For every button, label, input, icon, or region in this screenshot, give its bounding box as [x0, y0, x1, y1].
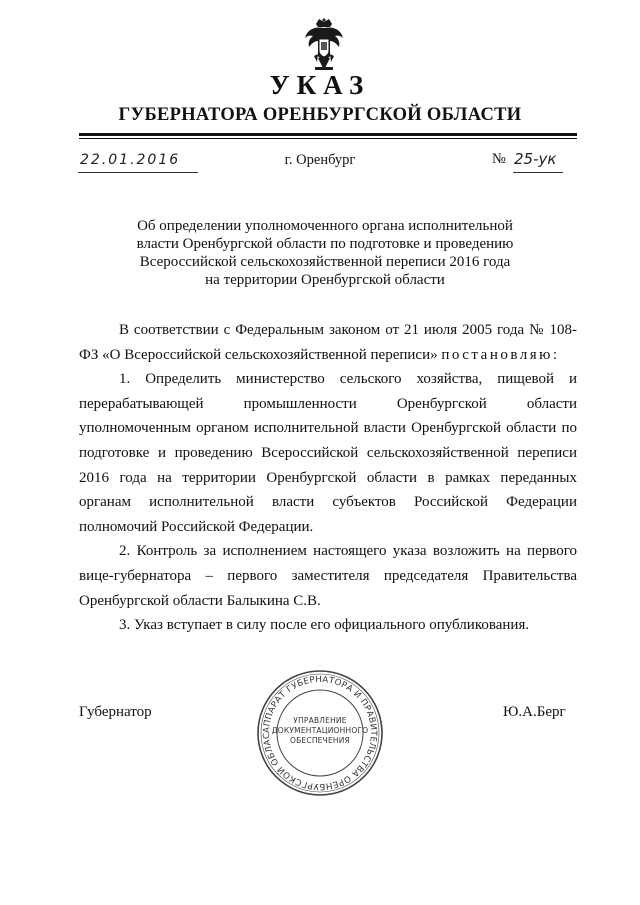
stamp-line: ОБЕСПЕЧЕНИЯ: [290, 736, 350, 745]
number-label: №: [492, 151, 506, 167]
item-2-paragraph: 2. Контроль за исполнением настоящего указа возложить на первого вице-губернатора – первого заместителя председателя Правительства Оренбургской области Балыкина С.В.: [79, 543, 577, 609]
date-underline: [78, 172, 198, 173]
document-title: УКАЗ: [269, 70, 371, 100]
heading-line: на территории Оренбургской области: [205, 272, 445, 288]
decree-word: постановляю:: [441, 346, 560, 363]
header-divider-thin: [79, 138, 577, 139]
document-number: 25-ук: [514, 150, 557, 168]
document-heading: [120, 217, 530, 289]
stamp-ring-text: АППАРАТ ГУБЕРНАТОРА И ПРАВИТЕЛЬСТВА ОРЕНБУРГСКОЙ ОБЛАС: [261, 674, 379, 792]
coat-of-arms-icon: [304, 18, 344, 72]
stamp-center-text: [255, 716, 385, 746]
number-underline: [513, 172, 563, 173]
preamble-paragraph: [79, 318, 577, 367]
stamp-line: УПРАВЛЕНИЕ: [293, 716, 347, 725]
signatory-position: Губернатор: [79, 704, 152, 720]
signatory-name: Ю.А.Берг: [503, 704, 566, 720]
document-date: 22.01.2016: [80, 152, 181, 168]
heading-line: Об определении уполномоченного органа исполнительной: [137, 218, 513, 234]
heading-line: власти Оренбургской области по подготовке и проведению: [136, 236, 514, 252]
header-divider-thick: [79, 133, 577, 136]
heading-line: Всероссийской сельскохозяйственной переписи 2016 года: [139, 254, 511, 270]
stamp-line: ДОКУМЕНТАЦИОННОГО: [271, 726, 369, 735]
document-subtitle: ГУБЕРНАТОРА ОРЕНБУРГСКОЙ ОБЛАСТИ: [118, 105, 522, 125]
item-3-paragraph: 3. Указ вступает в силу после его официального опубликования.: [119, 617, 530, 634]
item-1-paragraph: 1. Определить министерство сельского хозяйства, пищевой и перерабатывающей промышленности Оренбургской области уполномоченным органом исполнительной власти Оренбургской области по подготовке и проведению Всероссийской сельскохозяйственной переписи 2016 года на территории Оренбургской области в рамках переданных органам исполнительной власти субъектов Российской Федерации полномочий Российской Федерации.: [79, 371, 577, 535]
official-stamp: [255, 668, 385, 798]
document-city: г. Оренбург: [284, 152, 356, 168]
preamble-text: В соответствии с Федеральным законом от 21 июля 2005 года № 108-ФЗ «О Всероссийской сельскохозяйственной переписи»: [79, 322, 577, 363]
document-body: [79, 318, 577, 638]
